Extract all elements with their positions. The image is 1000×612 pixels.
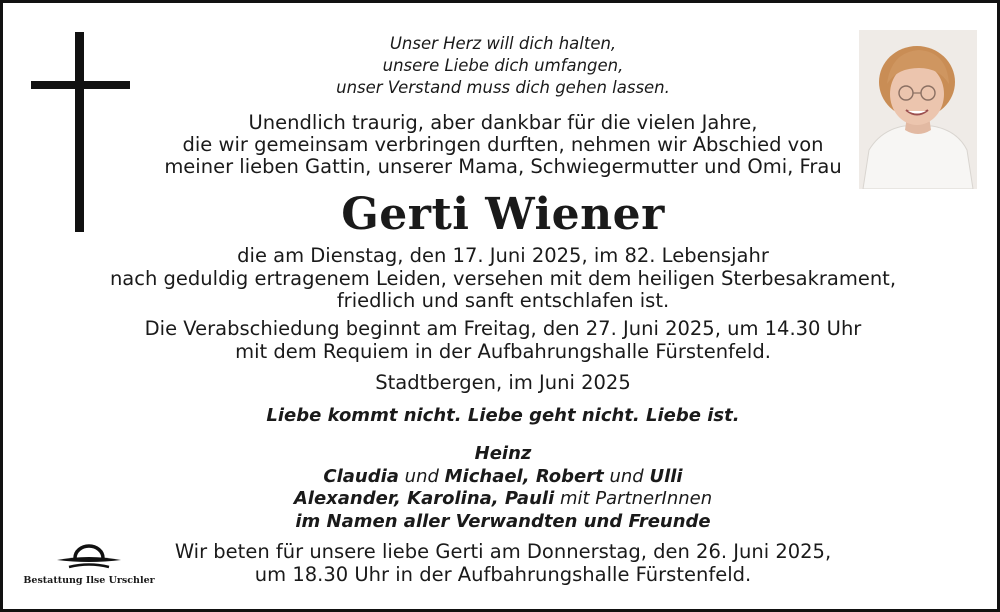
mourner-name: Heinz: [474, 443, 532, 464]
mourner-line: [103, 443, 903, 466]
intro-line: die wir gemeinsam verbringen durften, nehmen wir Abschied von: [182, 133, 824, 156]
poem-line: unsere Liebe dich umfangen,: [382, 56, 624, 75]
motto: Liebe kommt nicht. Liebe geht nicht. Liebe ist.: [266, 405, 740, 426]
death-notice: [103, 245, 903, 313]
intro-line: meiner lieben Gattin, unserer Mama, Schwiegermutter und Omi, Frau: [164, 155, 842, 178]
mourner-name: Ulli: [649, 465, 683, 487]
place-date: Stadtbergen, im Juni 2025: [375, 371, 631, 394]
death-line: friedlich und sanft entschlafen ist.: [336, 289, 670, 312]
mourner-line: [103, 488, 903, 511]
funeral-home-name: Bestattung Ilse Urschler: [23, 575, 155, 586]
funeral-info: [103, 318, 903, 363]
mourner-connector: und: [404, 465, 439, 487]
mourner-line: [103, 466, 903, 489]
poem: [103, 33, 903, 99]
prayer-info: [173, 541, 833, 586]
mourner-connector: und: [609, 465, 644, 487]
death-line: nach geduldig ertragenem Leiden, versehen mit dem heiligen Sterbesakrament,: [109, 266, 897, 290]
mourner-name: Michael, Robert: [444, 465, 604, 487]
funeral-line: mit dem Requiem in der Aufbahrungshalle Fürstenfeld.: [235, 339, 771, 363]
cross-icon: [75, 32, 84, 232]
mourners-list: [103, 443, 903, 533]
sunset-logo-icon: [23, 534, 155, 574]
intro-text: [103, 112, 903, 178]
death-line: die am Dienstag, den 17. Juni 2025, im 82. Lebensjahr: [237, 244, 769, 267]
mourner-name: Alexander, Karolina, Pauli: [293, 488, 555, 509]
intro-line: Unendlich traurig, aber dankbar für die vielen Jahre,: [248, 111, 758, 134]
poem-line: Unser Herz will dich halten,: [389, 34, 617, 53]
deceased-name: Gerti Wiener: [341, 189, 665, 240]
mourner-name: Claudia: [323, 465, 399, 487]
mourner-name: im Namen aller Verwandten und Freunde: [295, 510, 711, 532]
mourner-line: [103, 511, 903, 534]
mourner-connector: mit PartnerInnen: [559, 488, 713, 509]
prayer-line: um 18.30 Uhr in der Aufbahrungshalle Fürstenfeld.: [254, 562, 752, 586]
prayer-line: Wir beten für unsere liebe Gerti am Donnerstag, den 26. Juni 2025,: [174, 540, 832, 563]
poem-line: unser Verstand muss dich gehen lassen.: [336, 78, 670, 97]
funeral-home-logo: [23, 534, 155, 590]
funeral-line: Die Verabschiedung beginnt am Freitag, den 27. Juni 2025, um 14.30 Uhr: [144, 317, 862, 340]
